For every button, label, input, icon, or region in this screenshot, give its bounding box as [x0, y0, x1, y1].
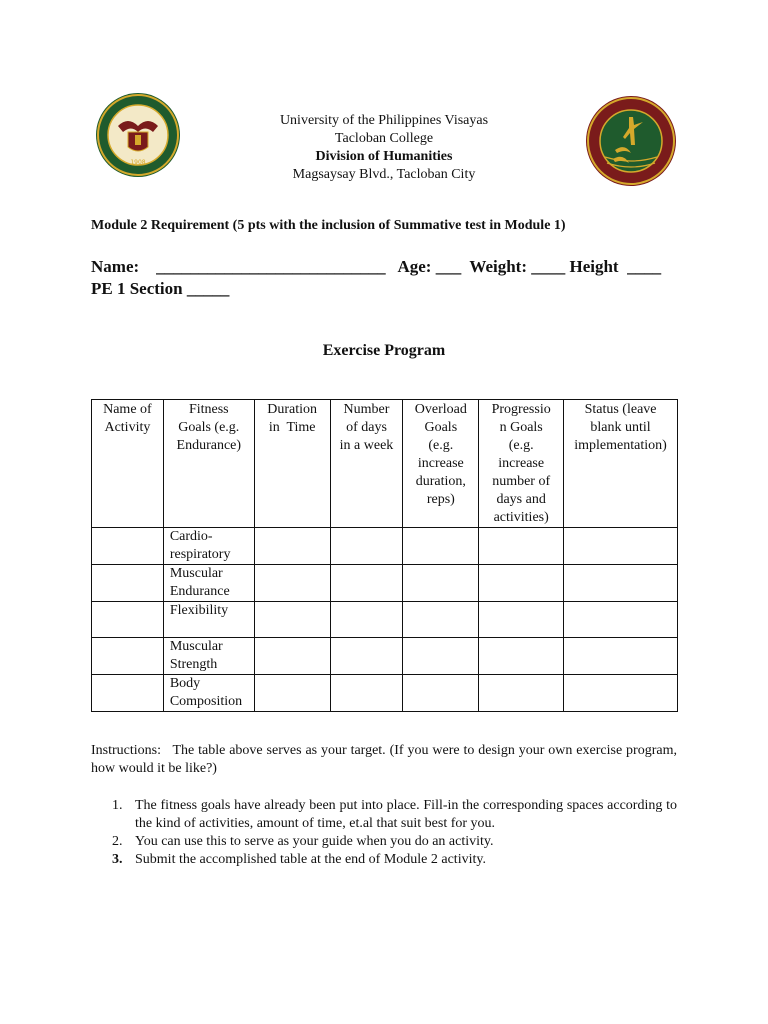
table-row: [92, 675, 678, 712]
list-item: 2. You can use this to serve as your guide when you do an activity.: [112, 834, 494, 849]
fitness-goal-cell: Muscular Endurance: [163, 565, 254, 602]
table-row: [92, 638, 678, 675]
university-name: University of the Philippines Visayas: [279, 113, 489, 128]
overload-cell[interactable]: [403, 638, 479, 675]
status-cell[interactable]: [564, 528, 678, 565]
header-overload-goals: Overload Goals (e.g. increase duration, reps): [403, 400, 479, 528]
activity-cell[interactable]: [92, 675, 164, 712]
progression-cell[interactable]: [479, 602, 564, 638]
table-header-row: [92, 400, 678, 528]
activity-cell[interactable]: [92, 565, 164, 602]
progression-cell[interactable]: [479, 528, 564, 565]
division-name: Division of Humanities: [315, 149, 453, 164]
exercise-program-table: [91, 399, 678, 712]
table-row: [92, 528, 678, 565]
overload-cell[interactable]: [403, 675, 479, 712]
fitness-goal-cell: Muscular Strength: [163, 638, 254, 675]
fitness-goal-cell: Cardio- respiratory: [163, 528, 254, 565]
progression-cell[interactable]: [479, 675, 564, 712]
college-name: Tacloban College: [334, 131, 434, 146]
exercise-program-title: Exercise Program: [322, 342, 446, 359]
progression-cell[interactable]: [479, 638, 564, 675]
instruction-steps: [91, 797, 677, 869]
days-cell[interactable]: [330, 675, 403, 712]
table-row: [92, 565, 678, 602]
list-item: 3. Submit the accomplished table at the end of Module 2 activity.: [112, 852, 486, 867]
section-field: PE 1 Section _____: [91, 279, 230, 298]
letterhead: [190, 112, 578, 184]
status-cell[interactable]: [564, 638, 678, 675]
duration-cell[interactable]: [254, 638, 330, 675]
duration-cell[interactable]: [254, 675, 330, 712]
address: Magsaysay Blvd., Tacloban City: [292, 167, 476, 182]
days-cell[interactable]: [330, 528, 403, 565]
fitness-goal-cell: Body Composition: [163, 675, 254, 712]
overload-cell[interactable]: [403, 565, 479, 602]
up-seal-logo-left: [95, 92, 181, 178]
header-duration: Duration in Time: [254, 400, 330, 528]
fitness-goal-cell: Flexibility: [163, 602, 254, 638]
activity-cell[interactable]: [92, 602, 164, 638]
header-name-of-activity: Name of Activity: [92, 400, 164, 528]
days-cell[interactable]: [330, 602, 403, 638]
upv-seal-logo-right: [585, 95, 677, 187]
header-number-of-days: Number of days in a week: [330, 400, 403, 528]
overload-cell[interactable]: [403, 602, 479, 638]
module-requirement: Module 2 Requirement (5 pts with the inclusion of Summative test in Module 1): [91, 218, 566, 233]
svg-text:1908: 1908: [130, 159, 146, 166]
status-cell[interactable]: [564, 602, 678, 638]
duration-cell[interactable]: [254, 602, 330, 638]
days-cell[interactable]: [330, 565, 403, 602]
student-info-fields: Name: ___________________________ Age: ___ Weight: ____ Height ____: [91, 257, 662, 276]
list-item: 1. The fitness goals have already been put into place. Fill-in the corresponding spaces according to the kind of activities, amount of time, et.al that suit best for you.: [112, 798, 677, 831]
table-row: [92, 602, 678, 638]
activity-cell[interactable]: [92, 638, 164, 675]
progression-cell[interactable]: [479, 565, 564, 602]
header-fitness-goals: Fitness Goals (e.g. Endurance): [163, 400, 254, 528]
overload-cell[interactable]: [403, 528, 479, 565]
days-cell[interactable]: [330, 638, 403, 675]
instructions-paragraph: Instructions: The table above serves as your target. (If you were to design your own exercise program, how would it be like?): [91, 743, 681, 776]
status-cell[interactable]: [564, 565, 678, 602]
duration-cell[interactable]: [254, 565, 330, 602]
duration-cell[interactable]: [254, 528, 330, 565]
status-cell[interactable]: [564, 675, 678, 712]
header-status: Status (leave blank until implementation): [564, 400, 678, 528]
activity-cell[interactable]: [92, 528, 164, 565]
header-progression-goals: Progressio n Goals (e.g. increase number of days and activities): [479, 400, 564, 528]
